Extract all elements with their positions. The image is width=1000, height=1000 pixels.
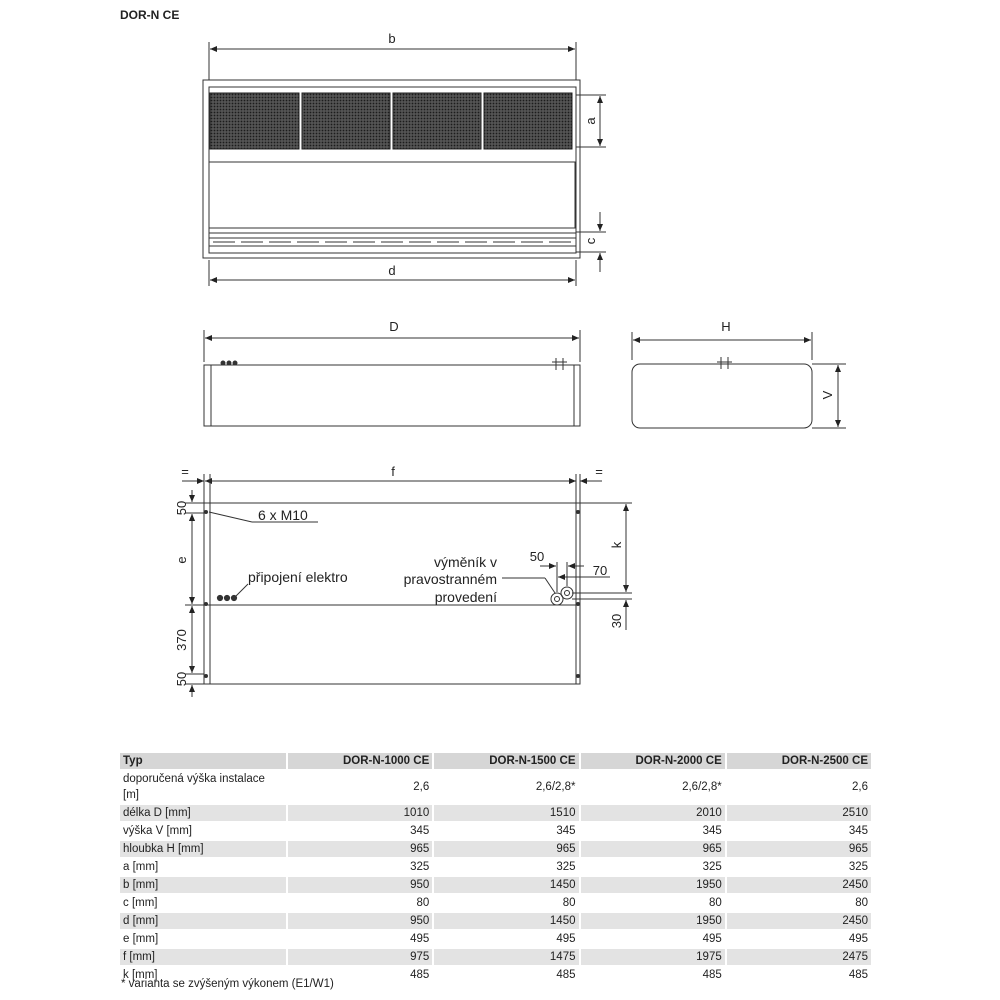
eq-right-label: =	[595, 464, 603, 479]
table-row	[120, 823, 871, 839]
table-row-label: e [mm]	[123, 933, 159, 945]
exchanger-label-line1: výměník v	[433, 554, 497, 570]
dim-f-label: f	[391, 464, 395, 479]
table-cell: 2450	[727, 877, 871, 893]
table-row	[120, 877, 871, 893]
dim-top50-label: 50	[174, 500, 189, 516]
electro-connection-label: připojení elektro	[248, 569, 348, 585]
table-header-cell: DOR-N-1500 CE	[434, 753, 578, 769]
table-cell: 495	[556, 933, 576, 945]
bolts-label: 6 x M10	[258, 507, 308, 523]
table-row-label: d [mm]	[120, 913, 286, 929]
table-cell: 495	[410, 933, 430, 945]
footnote: * varianta se zvýšeným výkonem (E1/W1)	[121, 978, 334, 990]
table-cell: 1450	[434, 877, 578, 893]
table-header-cell: Typ	[120, 753, 286, 769]
dim-d-label: d	[388, 263, 396, 278]
table-row	[120, 949, 871, 965]
table-row	[120, 895, 871, 911]
dim-70-label: 70	[592, 563, 608, 578]
exchanger-label-line3: provedení	[434, 589, 497, 605]
table-row-label: k [mm]	[123, 969, 158, 981]
table-cell: 485	[848, 969, 868, 981]
table-cell: 345	[848, 825, 868, 837]
table-cell: 2510	[727, 805, 871, 821]
table-cell: 1010	[288, 805, 432, 821]
dim-D-label: D	[389, 319, 399, 334]
table-header-cell: DOR-N-2500 CE	[727, 753, 871, 769]
table-cell: 325	[702, 861, 722, 873]
table-row-label: f [mm]	[120, 949, 286, 965]
table-body	[120, 771, 871, 983]
table-row-label: b [mm]	[120, 877, 286, 893]
eq-left-label: =	[181, 464, 189, 479]
table-header-cell: DOR-N-1000 CE	[288, 753, 432, 769]
table-cell: 325	[848, 861, 868, 873]
table-row-label: výška V [mm]	[123, 825, 193, 837]
table-row	[120, 931, 871, 947]
table-cell: 485	[702, 969, 722, 981]
table-cell: 325	[556, 861, 576, 873]
dim-30-label: 30	[609, 613, 624, 629]
table-header-row	[120, 753, 871, 769]
dim-H-label: H	[721, 319, 731, 334]
table-cell: 1475	[434, 949, 578, 965]
table-cell: 2475	[727, 949, 871, 965]
table-cell: 495	[848, 933, 868, 945]
side-view-length	[204, 330, 580, 426]
table-cell: 325	[410, 861, 430, 873]
side-view-depth	[632, 332, 846, 428]
table-cell: 1975	[581, 949, 725, 965]
table-cell: 80	[708, 897, 722, 909]
table-cell: 2450	[727, 913, 871, 929]
table-cell: 80	[855, 897, 868, 909]
table-cell: 1950	[581, 913, 725, 929]
dim-e-label: e	[174, 556, 189, 564]
table-cell: 485	[556, 969, 576, 981]
table-cell: 950	[288, 877, 432, 893]
table-header-cell: DOR-N-2000 CE	[581, 753, 725, 769]
table-cell: 2,6/2,8*	[535, 781, 576, 793]
table-cell: 2,6	[852, 781, 868, 793]
front-view	[203, 42, 606, 286]
table-row-label: a [mm]	[123, 861, 159, 873]
table-cell: 495	[702, 933, 722, 945]
table-row	[120, 805, 871, 821]
table-row-label: hloubka H [mm]	[120, 841, 286, 857]
table-cell: 965	[288, 841, 432, 857]
dim-b-label: b	[388, 31, 396, 46]
table-cell: 1510	[434, 805, 578, 821]
table-cell: 345	[410, 825, 430, 837]
table-cell: 80	[416, 897, 430, 909]
dim-V-label: V	[820, 390, 835, 400]
table-cell: 345	[702, 825, 722, 837]
table-cell: 2,6	[413, 781, 430, 793]
table-cell: 975	[288, 949, 432, 965]
table-cell: 965	[727, 841, 871, 857]
exchanger-label-line2: pravostranném	[403, 571, 497, 587]
table-row	[120, 771, 871, 803]
page-title: DOR-N CE	[120, 8, 180, 22]
table-cell: 80	[562, 897, 576, 909]
table-cell: 950	[288, 913, 432, 929]
table-row-label: délka D [mm]	[120, 805, 286, 821]
table-cell: 1950	[581, 877, 725, 893]
table-cell: 965	[434, 841, 578, 857]
table-cell: 2010	[581, 805, 725, 821]
table-row	[120, 913, 871, 929]
table-row-label: doporučená výška instalace [m]	[123, 773, 265, 801]
specs-table	[118, 751, 873, 985]
dim-k-label: k	[609, 541, 624, 549]
table-cell: 345	[556, 825, 576, 837]
table-row	[120, 859, 871, 875]
table-cell: 2,6/2,8*	[682, 781, 722, 793]
dim-a-label: a	[583, 117, 598, 125]
table-cell: 1450	[434, 913, 578, 929]
dim-370-label: 370	[174, 629, 189, 651]
table-row-label: c [mm]	[123, 897, 158, 909]
table-row	[120, 841, 871, 857]
table-cell: 485	[410, 969, 430, 981]
dim-bottom50-label: 50	[174, 671, 189, 687]
dim-c-label: c	[583, 237, 598, 245]
dim-50-label: 50	[529, 549, 545, 564]
table-cell: 965	[581, 841, 725, 857]
